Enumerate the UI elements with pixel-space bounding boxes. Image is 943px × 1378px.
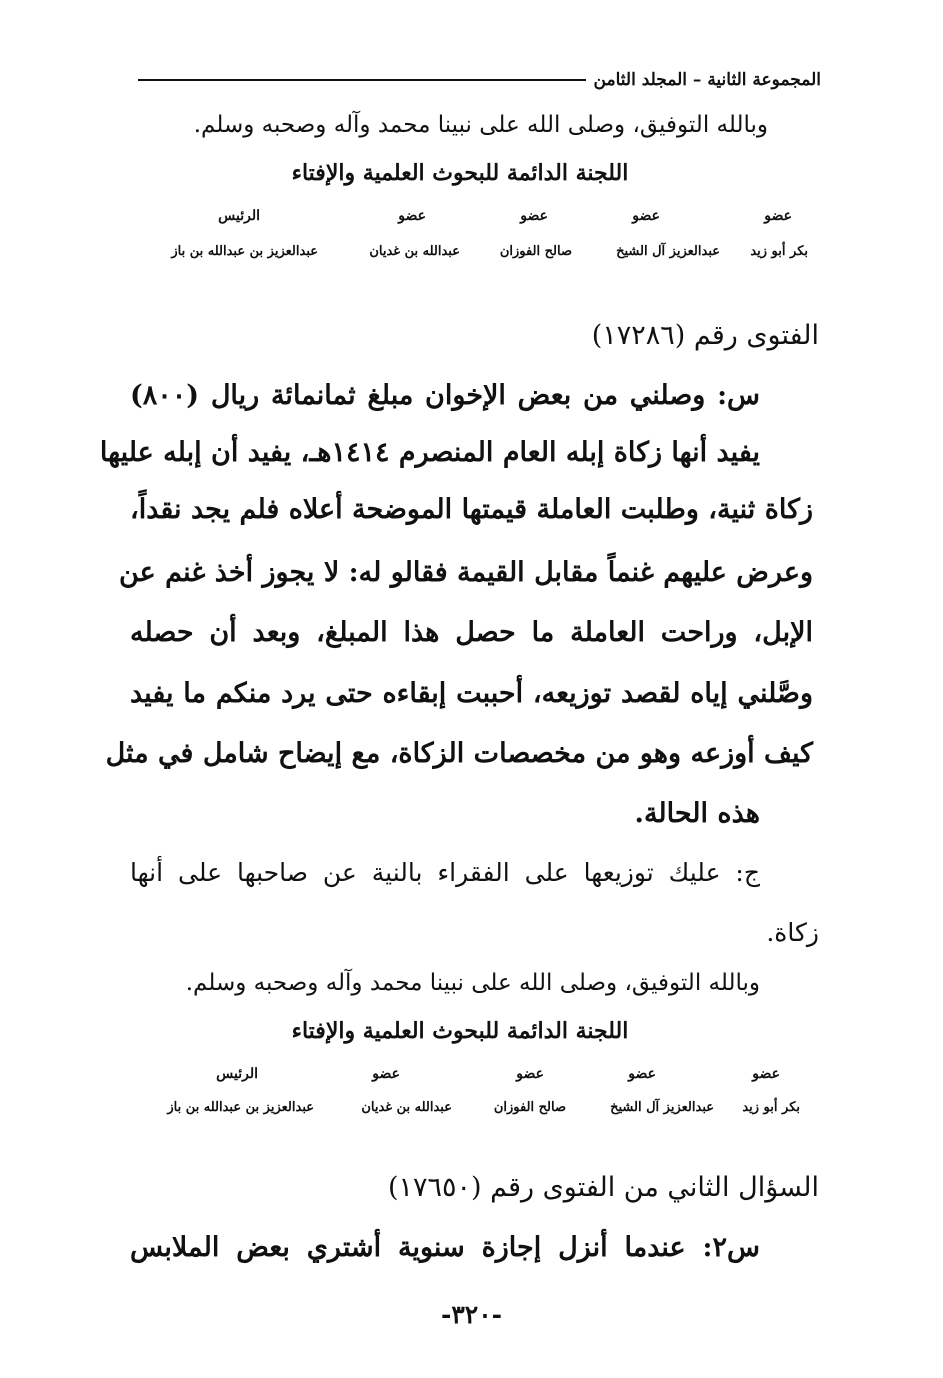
role-member: عضو — [520, 208, 548, 224]
signature-names — [130, 244, 820, 266]
header-rule — [138, 79, 586, 81]
signer-name: بكر أبو زيد — [742, 1100, 800, 1115]
role-president: الرئيس — [218, 208, 260, 224]
question-line: يفيد أنها زكاة إبله العام المنصرم ١٤١٤هـ، يفيد أن إبله عليها — [99, 437, 760, 468]
answer-line: ج: عليك توزيعها على الفقراء بالنية عن صاحبها على أنها — [130, 858, 760, 887]
signer-name: عبدالعزيز آل الشيخ — [616, 244, 720, 259]
page-number: -٣٢٠- — [440, 1300, 503, 1329]
running-header — [138, 66, 821, 94]
fatwa-title: السؤال الثاني من الفتوى رقم (١٧٦٥٠) — [387, 1172, 819, 1203]
role-member: عضو — [372, 1066, 400, 1082]
signature-roles — [130, 1066, 820, 1088]
role-member: عضو — [516, 1066, 544, 1082]
signer-name: صالح الفوزان — [493, 1100, 566, 1115]
role-president: الرئيس — [216, 1066, 258, 1082]
signer-name: عبدالله بن غديان — [361, 1100, 452, 1115]
signer-name: عبدالعزيز بن عبدالله بن باز — [167, 1100, 314, 1115]
closing-formula: وبالله التوفيق، وصلى الله على نبينا محمد وآله وصحبه وسلم. — [185, 970, 760, 996]
question-line: زكاة ثنية، وطلبت العاملة قيمتها الموضحة أعلاه فلم يجد نقداً، — [130, 494, 813, 525]
question-line: س٢: عندما أنزل إجازة سنوية أشتري بعض الملابس — [130, 1232, 760, 1263]
question-line: هذه الحالة. — [634, 798, 760, 829]
signer-name: صالح الفوزان — [499, 244, 572, 259]
signer-name: عبدالعزيز آل الشيخ — [610, 1100, 714, 1115]
role-member: عضو — [752, 1066, 780, 1082]
question-line: س: وصلني من بعض الإخوان مبلغ ثمانمائة ريال (٨٠٠) — [130, 380, 760, 411]
question-line: كيف أوزعه وهو من مخصصات الزكاة، مع إيضاح شامل في مثل — [105, 738, 813, 769]
question-line: الإبل، وراحت العاملة ما حصل هذا المبلغ، وبعد أن حصله — [130, 617, 813, 648]
signer-name: عبدالله بن غديان — [369, 244, 460, 259]
fatwa-title: الفتوى رقم (١٧٢٨٦) — [591, 320, 819, 351]
signature-names — [130, 1100, 820, 1122]
role-member: عضو — [632, 208, 660, 224]
role-member: عضو — [628, 1066, 656, 1082]
role-member: عضو — [764, 208, 792, 224]
committee-name: اللجنة الدائمة للبحوث العلمية والإفتاء — [291, 1018, 629, 1044]
committee-name: اللجنة الدائمة للبحوث العلمية والإفتاء — [291, 160, 629, 186]
closing-formula: وبالله التوفيق، وصلى الله على نبينا محمد وآله وصحبه وسلم. — [193, 112, 768, 138]
question-line: وصَّلني إياه لقصد توزيعه، أحببت إبقاءه حتى يرد منكم ما يفيد — [130, 678, 813, 709]
signer-name: عبدالعزيز بن عبدالله بن باز — [171, 244, 318, 259]
answer-line: زكاة. — [766, 918, 819, 947]
signature-roles — [130, 208, 820, 230]
signer-name: بكر أبو زيد — [750, 244, 808, 259]
question-line: وعرض عليهم غنماً مقابل القيمة فقالو له: لا يجوز أخذ غنم عن — [119, 557, 813, 588]
role-member: عضو — [398, 208, 426, 224]
running-title: المجموعة الثانية – المجلد الثامن — [593, 70, 821, 90]
